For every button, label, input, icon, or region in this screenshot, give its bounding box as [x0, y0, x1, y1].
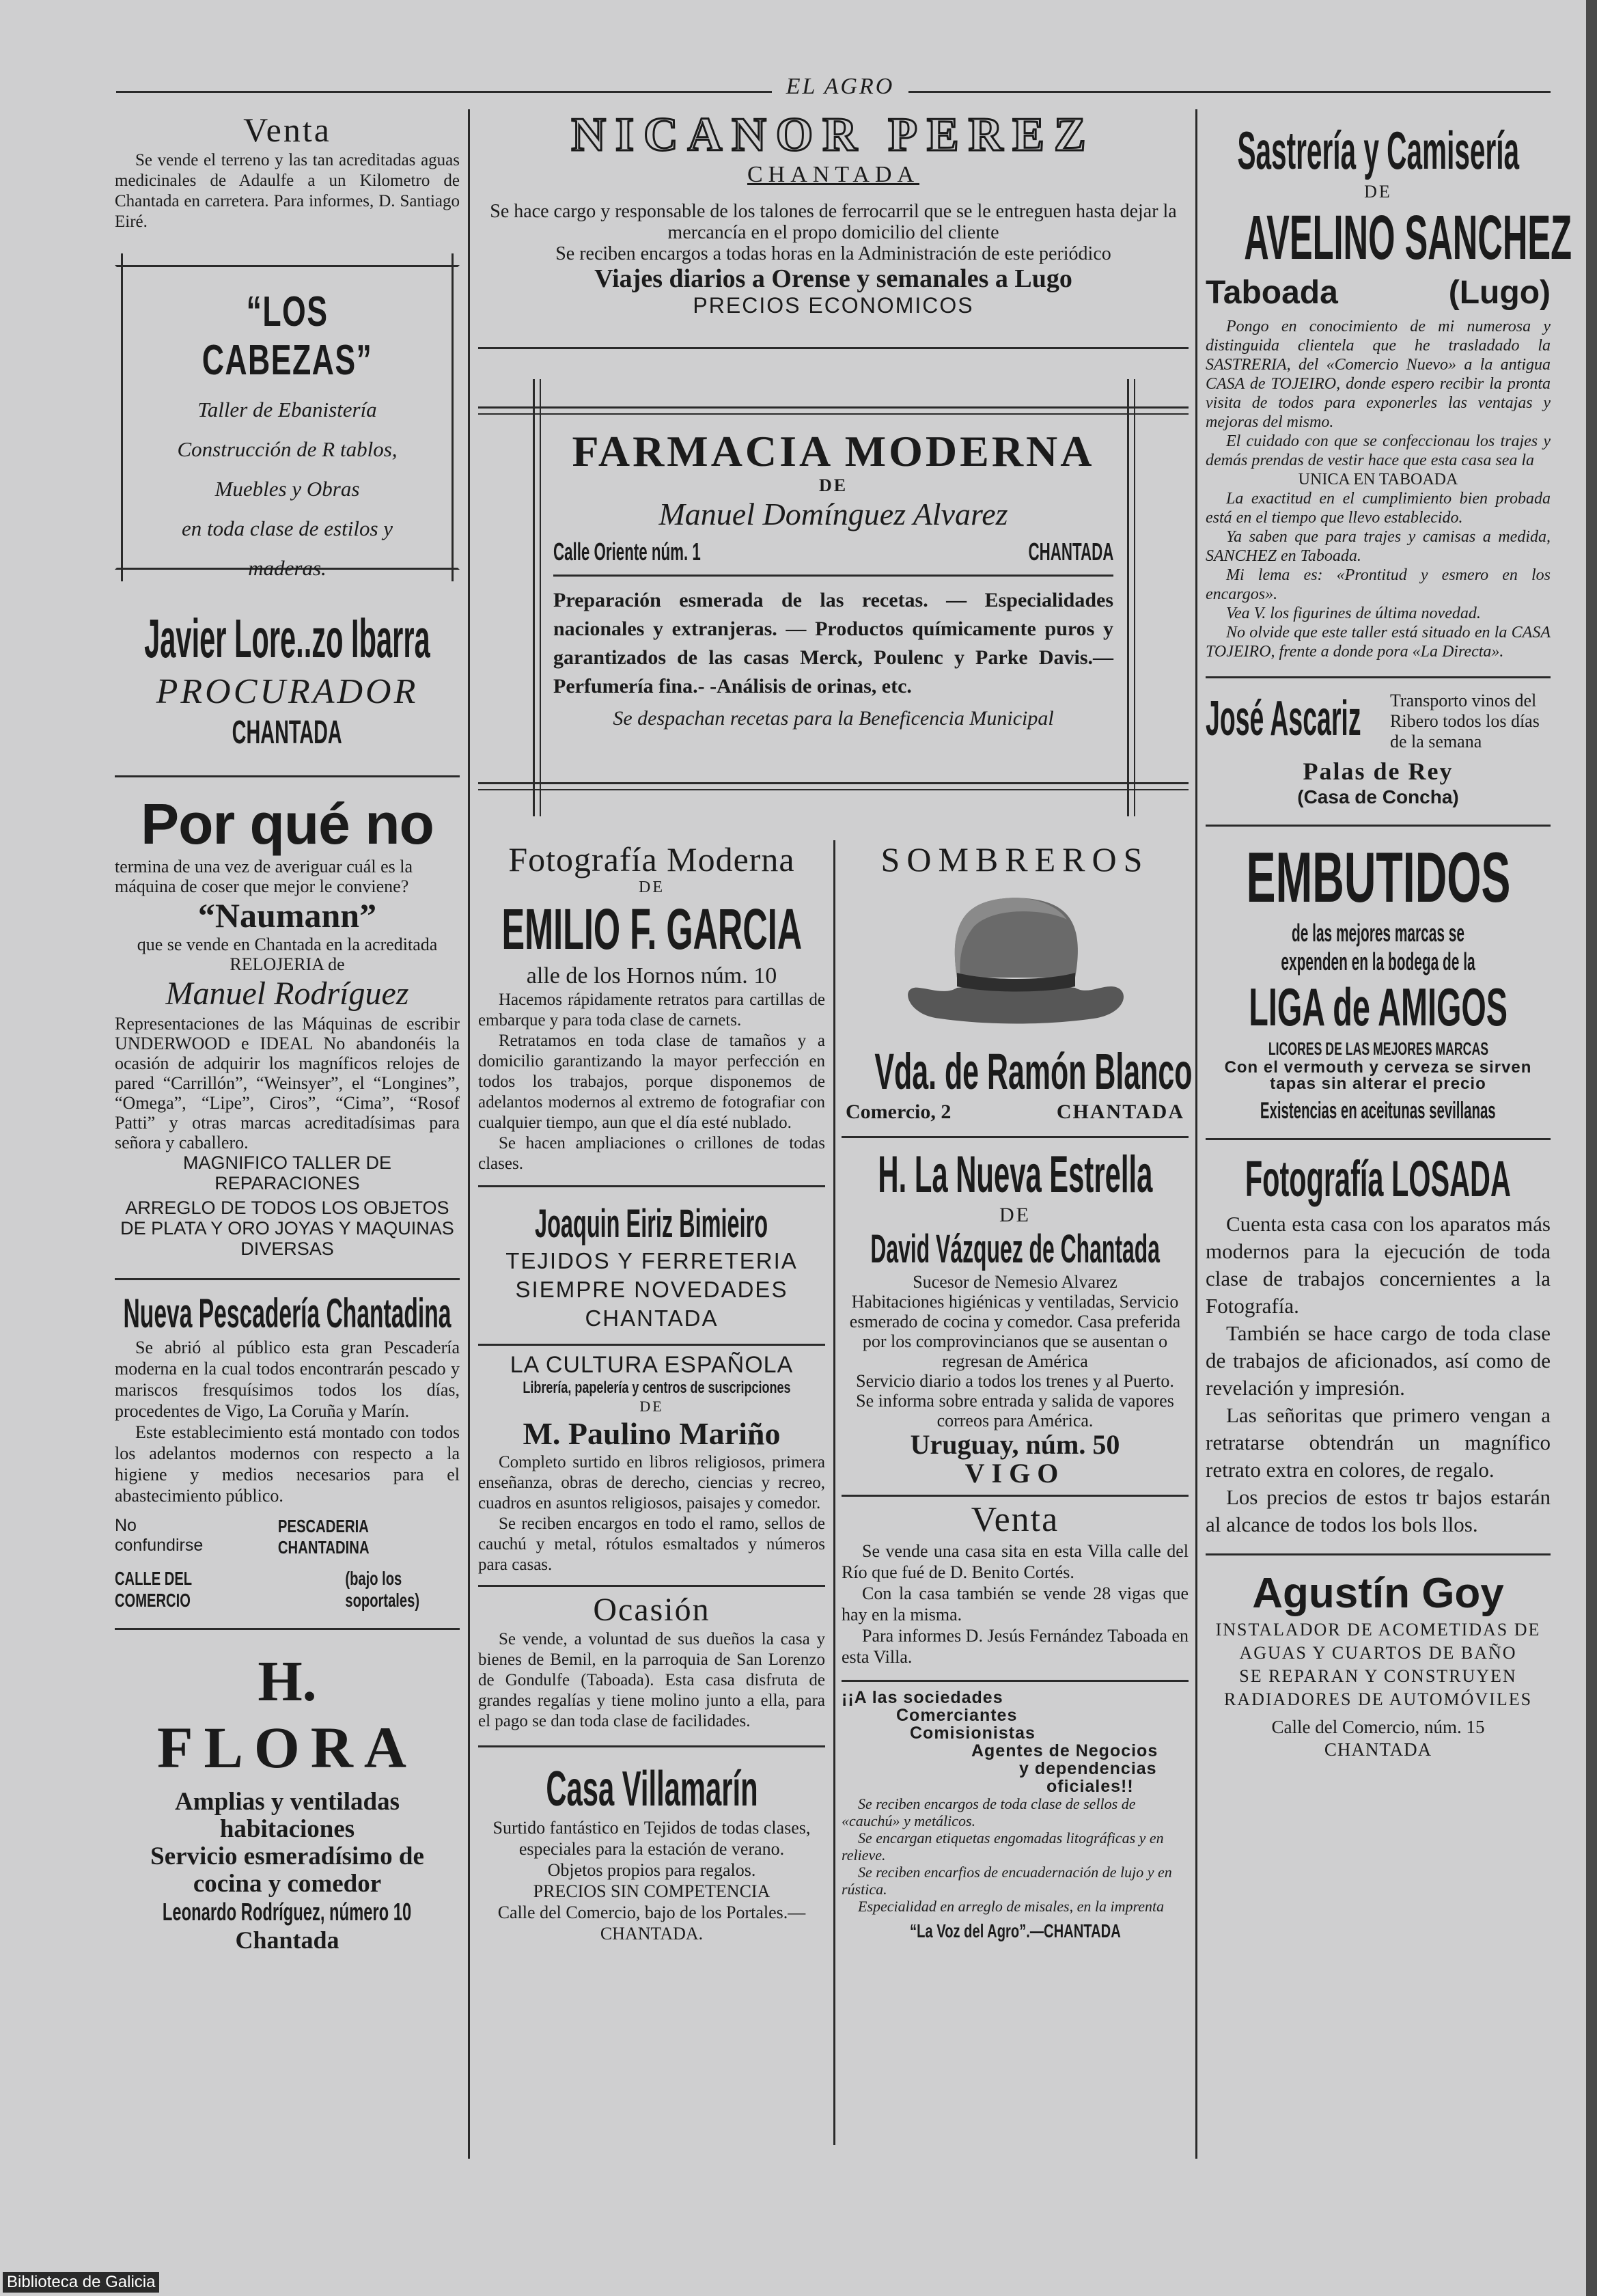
rule-c4-d	[1206, 1553, 1551, 1555]
ascariz-name: José Ascariz	[1206, 691, 1361, 746]
villamarin-text-3: PRECIOS SIN COMPETENCIA	[533, 1881, 770, 1901]
farmacia-left-bar	[533, 379, 535, 816]
rule-c1-b	[115, 1278, 460, 1280]
sociedades-line-5: y dependencias	[1019, 1759, 1157, 1778]
sociedades-ad	[842, 1689, 1189, 1942]
sociedades-line-4: Agentes de Negocios	[971, 1741, 1158, 1760]
cabezas-line-4: en toda clase de estilos y	[181, 516, 393, 540]
porque-arreglo: ARREGLO DE TODOS LOS OBJETOS DE PLATA Y ORO JOYAS Y MAQUINAS DIVERSAS	[120, 1198, 454, 1259]
pescaderia-title: Nueva Pescadería Chantadina	[123, 1290, 452, 1336]
porque-intro: termina de una vez de averiguar cuál es la máquina de coser que mejor le conviene?	[115, 857, 413, 896]
venta2-ad	[842, 1499, 1189, 1668]
villamarin-ad	[478, 1761, 825, 1944]
fotografia-moderna-ad	[478, 840, 825, 1174]
sombreros-name: Vda. de Ramón Blanco	[874, 1043, 1193, 1100]
rule-c1-a	[115, 775, 460, 777]
rule-c4-b	[1206, 825, 1551, 827]
farmacia-town: CHANTADA	[1028, 538, 1113, 566]
cultura-text-1: Completo surtido en libros religiosos, primera enseñanza, obras de derecho, ciencias y recreo, cuadros en asuntos religiosos, paisajes y comedor.	[478, 1453, 825, 1512]
cabezas-bar-right	[452, 253, 454, 581]
porque-sold: que se vende en Chantada en la acreditada RELOJERIA de	[137, 935, 438, 974]
joaquin-line-1: TEJIDOS Y FERRETERIA	[505, 1248, 798, 1273]
pescaderia-bajo: (bajo los soportales)	[344, 1568, 419, 1611]
column-rule-3	[1195, 109, 1197, 2159]
venta-title: Venta	[243, 111, 331, 149]
cultura-de: DE	[639, 1398, 664, 1415]
cultura-sub: Librería, papelería y centros de suscripciones	[523, 1379, 791, 1397]
sociedades-text-4: Especialidad en arreglo de misales, en la imprenta	[858, 1898, 1165, 1915]
javier-name: Javier Lore..zo Ibarra	[144, 608, 430, 669]
joaquin-line-2: SIEMPRE NOVEDADES	[515, 1277, 788, 1302]
losada-ad	[1206, 1150, 1551, 1538]
pescaderia-noconfundirse: No confundirse	[115, 1516, 204, 1555]
sastreria-text-5: Ya saben que para trajes y camisas a medida, SANCHEZ en Taboada.	[1206, 528, 1551, 565]
porque-taller: MAGNIFICO TALLER DE REPARACIONES	[182, 1152, 392, 1193]
foto-owner: EMILIO F. GARCIA	[501, 897, 802, 961]
goy-text-2: SE REPARAN Y CONSTRUYEN RADIADORES DE AUTOMÓVILES	[1223, 1666, 1533, 1709]
goy-text-1: INSTALADOR DE ACOMETIDAS DE AGUAS Y CUARTOS DE BAÑO	[1215, 1620, 1541, 1663]
estrella-de: DE	[999, 1204, 1031, 1226]
farmacia-calle: Calle Oriente núm. 1	[553, 538, 701, 566]
library-watermark: Biblioteca de Galicia	[3, 2272, 159, 2293]
farmacia-beneficencia: Se despachan recetas para la Beneficencia Municipal	[613, 707, 1054, 730]
column-2	[478, 840, 825, 1944]
ocasion-ad	[478, 1591, 825, 1732]
sociedades-firm: “La Voz del Agro”.—CHANTADA	[909, 1920, 1121, 1941]
venta2-text-3: Para informes D. Jesús Fernández Taboada en esta Villa.	[842, 1626, 1189, 1667]
cultura-title: LA CULTURA ESPAÑOLA	[510, 1352, 794, 1378]
sociedades-text-2: Se encargan etiquetas engomadas litográficas y en relieve.	[842, 1829, 1164, 1864]
estrella-text-1: Sucesor de Nemesio Alvarez	[913, 1272, 1117, 1292]
farmacia-right-bar-2	[1134, 379, 1135, 816]
nicanor-town: CHANTADA	[747, 162, 920, 187]
cabezas-line-2: Construcción de R tablos,	[177, 437, 398, 461]
venta2-title: Venta	[971, 1500, 1059, 1539]
foto-calle: alle de los Hornos núm. 10	[526, 963, 777, 988]
cultura-ad	[478, 1351, 825, 1575]
farmacia-top-rule-2	[478, 413, 1189, 415]
farmacia-name: FARMACIA MODERNA	[572, 427, 1095, 475]
venta-ad	[115, 109, 460, 232]
nicanor-text-1: Se hace cargo y responsable de los talones de ferrocarril que se le entreguen hasta dejar la mercancía en el propo domicilio del cliente	[490, 201, 1177, 243]
villamarin-text-4: Calle del Comercio, bajo de los Portales.— CHANTADA.	[497, 1903, 806, 1944]
rule-c2-c	[478, 1585, 825, 1587]
sociedades-line-6: oficiales!!	[1046, 1777, 1134, 1796]
javier-ad	[115, 607, 460, 751]
nueva-estrella-ad	[842, 1145, 1189, 1488]
cabezas-ad	[115, 265, 460, 580]
estrella-text-2: Habitaciones higiénicas y ventiladas, Servicio esmerado de cocina y comedor. Casa preferida por los comprovincianos que se ausentan o regresan de América	[849, 1292, 1181, 1371]
joaquin-ad	[478, 1201, 825, 1333]
farmacia-left-bar-2	[540, 379, 541, 816]
foto-text-1: Hacemos rápidamente retratos para cartillas de embarque y para toda clase de carnets.	[478, 991, 825, 1029]
rule-c4-a	[1206, 676, 1551, 678]
javier-role: PROCURADOR	[156, 672, 419, 711]
sastreria-town: Taboada	[1206, 275, 1338, 311]
farmacia-bottom-rule-1	[478, 782, 1189, 784]
venta2-text-1: Se vende una casa sita en esta Villa calle del Río que fué de D. Benito Cortés.	[842, 1541, 1189, 1582]
column-1	[115, 109, 460, 1954]
estrella-address: Uruguay, núm. 50	[910, 1429, 1120, 1460]
pescaderia-ad	[115, 1290, 460, 1612]
column-rule-2	[833, 840, 835, 2145]
embutidos-text-3: Con el vermouth y cerveza se sirven tapas sin alterar el precio	[1224, 1058, 1532, 1093]
losada-text-3: Las señoritas que primero vengan a retratarse obtendrán un magnífico retrato extra en colores, de regalo.	[1206, 1403, 1551, 1482]
flora-line-2: Servicio esmeradísimo de cocina y comedor	[150, 1842, 424, 1898]
cabezas-bar-left	[121, 253, 123, 581]
sastreria-title: Sastrería y Camisería	[1237, 120, 1519, 180]
foto-title: Fotografía Moderna	[508, 840, 795, 879]
rule-c3-c	[842, 1680, 1189, 1682]
embutidos-name: LIGA de AMIGOS	[1249, 977, 1508, 1037]
cabezas-line-1: Taller de Ebanistería	[197, 398, 377, 421]
embutidos-text-2: LICORES DE LAS MEJORES MARCAS	[1268, 1038, 1488, 1059]
embutidos-text-1: de las mejores marcas se expenden en la bodega de la	[1281, 919, 1475, 976]
page-edge	[1586, 0, 1597, 2296]
farmacia-top-rule-1	[478, 406, 1189, 409]
joaquin-line-3: CHANTADA	[585, 1305, 719, 1331]
sombreros-town: CHANTADA	[1056, 1101, 1184, 1123]
flora-line-1: Amplias y ventiladas habitaciones	[175, 1788, 400, 1843]
ocasion-title: Ocasión	[593, 1592, 710, 1628]
sastreria-text-3: UNICA EN TABOADA	[1298, 471, 1458, 488]
sastreria-text-4: La exactitud en el cumplimiento bien probada está en el tiempo que llevo establecido.	[1206, 490, 1551, 527]
cabezas-line-5: maderas.	[248, 556, 327, 580]
flora-h: H.	[258, 1650, 317, 1713]
sastreria-text-1: Pongo en conocimiento de mi numerosa y distinguida clientela que he trasladado la SASTRERIA, del «Comercio Nuevo» a la antigua CASA de TOJEIRO, donde espero recibir la pronta visita de todos para exponerles las ventajas y mejoras del mismo.	[1206, 318, 1551, 431]
flora-town: Chantada	[235, 1926, 339, 1954]
sastreria-de: DE	[1364, 182, 1392, 202]
porque-text: Representaciones de las Máquinas de escribir UNDERWOOD e IDEAL No abandonéis la ocasión de adquirir los magníficos relojes de pared “Carrillón”, “Weinsyer”, el “Longines”, “Omega”, “Lipe”, Ciros”, “Cima”, “Rosof Patti” y otras marcas acreditadísimas para señora y caballero.	[115, 1014, 460, 1152]
farmacia-de: DE	[818, 475, 848, 495]
porque-headline: Por qué no	[141, 792, 434, 856]
farmacia-bottom-rule-2	[478, 789, 1189, 790]
joaquin-name: Joaquin Eiriz Bimieiro	[535, 1202, 768, 1246]
sombreros-ad	[842, 840, 1193, 1124]
column-4	[1206, 120, 1572, 1760]
sociedades-text-1: Se reciben encargos de toda clase de sellos de «cauchú» y metálicos.	[842, 1795, 1136, 1829]
embutidos-title: EMBUTIDOS	[1246, 838, 1510, 917]
estrella-text-4: Se informa sobre entrada y salida de vapores correos para América.	[856, 1391, 1174, 1430]
sastreria-province: (Lugo)	[1448, 275, 1551, 311]
porque-brand: “Naumann”	[197, 896, 377, 935]
rule-c3-a	[842, 1136, 1189, 1138]
losada-title: Fotografía LOSADA	[1245, 1150, 1512, 1207]
rule-c2-d	[478, 1745, 825, 1747]
foto-text-2: Retratamos en toda clase de tamaños y a domicilio garantizando la mayor perfección en todos los trabajos, porque disponemos de adelantos modernos al extremo de fotografiar con cualquier tiempo, aun que el día esté nublado.	[478, 1032, 825, 1132]
cabezas-line-3: Muebles y Obras	[214, 477, 360, 501]
porque-owner: Manuel Rodríguez	[165, 976, 409, 1012]
goy-name: Agustín Goy	[1252, 1570, 1504, 1617]
farmacia-right-bar	[1127, 379, 1129, 816]
sastreria-ad	[1206, 120, 1572, 661]
column-rule-1	[468, 109, 470, 2159]
rule-c3-b	[842, 1495, 1189, 1497]
estrella-city: VIGO	[964, 1458, 1066, 1489]
villamarin-text-2: Objetos propios para regalos.	[547, 1860, 756, 1880]
ascariz-ad	[1206, 691, 1551, 808]
foto-text-3: Se hacen ampliaciones o crillones de todas clases.	[478, 1134, 825, 1173]
sociedades-line-3: Comisionistas	[910, 1724, 1036, 1743]
sastreria-text-6: Mi lema es: «Prontitud y esmero en los encargos».	[1206, 566, 1551, 603]
header-rule-right	[908, 91, 1551, 93]
estrella-owner: David Vázquez de Chantada	[870, 1227, 1160, 1271]
estrella-title: H. La Nueva Estrella	[878, 1146, 1152, 1204]
pescaderia-text-1: Se abrió al público esta gran Pescadería moderna en la cual todos encontrarán pescado y mariscos fresquísimos todos los días, procedentes de Vigo, La Coruña y Marín.	[115, 1338, 460, 1421]
ascariz-text: Transporto vinos del Ribero todos los días de la semana	[1390, 691, 1540, 751]
porque-ad	[115, 791, 460, 1259]
goy-town: CHANTADA	[1324, 1739, 1432, 1760]
nicanor-ad	[478, 109, 1189, 318]
javier-town: CHANTADA	[232, 715, 343, 751]
villamarin-title: Casa Villamarín	[545, 1762, 758, 1816]
sastreria-owner: AVELINO SANCHEZ	[1244, 203, 1572, 273]
sombreros-title: SOMBREROS	[880, 840, 1150, 879]
losada-text-4: Los precios de estos tr bajos estarán al alcance de todos los bols llos.	[1206, 1485, 1551, 1536]
nicanor-text-2: Se reciben encargos a todas horas en la Administración de este periódico	[555, 243, 1111, 264]
villamarin-text-1: Surtido fantástico en Tejidos de todas clases, especiales para la estación de verano.	[492, 1818, 811, 1859]
bowler-hat-icon	[842, 885, 1189, 1042]
farmacia-owner: Manuel Domínguez Alvarez	[658, 497, 1008, 531]
losada-text-1: Cuenta esta casa con los aparatos más modernos para la ejecución de toda clase de trabajos concernientes a la Fotografía.	[1206, 1212, 1551, 1318]
estrella-text-3: Servicio diario a todos los trenes y al Puerto.	[856, 1371, 1174, 1391]
ocasion-text: Se vende, a voluntad de sus dueños la casa y bienes de Bemil, en la parroquia de San Lorenzo de Gondulfe (Taboada). Esta casa disfruta de grandes regalías y tiene molino junto a ella, para el pago se dan toda clase de facilidades.	[478, 1630, 825, 1730]
rule-c2-a	[478, 1185, 825, 1187]
venta-text: Se vende el terreno y las tan acreditadas aguas medicinales de Adaulfe a un Kilometro de Chantada en carretera. Para informes, D. Santiago Eiré.	[115, 151, 460, 231]
losada-text-2: También se hace cargo de toda clase de trabajos de aficionados, así como de revelación y impresión.	[1206, 1321, 1551, 1400]
pescaderia-text-2: Este establecimiento está montado con todos los adelantos modernos con respecto a la higiene y medios necesarios para el abastecimiento público.	[115, 1422, 460, 1506]
sastreria-text-8: No olvide que este taller está situado en la CASA TOJEIRO, frente a donde pora «La Directa».	[1206, 624, 1551, 661]
flora-address: Leonardo Rodríguez, número 10	[163, 1898, 412, 1926]
ascariz-casa: (Casa de Concha)	[1297, 786, 1459, 807]
sastreria-text-2: El cuidado con que se confeccionau los trajes y demás prendas de vestir hace que esta casa sea la	[1206, 432, 1551, 469]
pescaderia-name: PESCADERIA CHANTADINA	[278, 1516, 370, 1558]
flora-name: FLORA	[157, 1715, 417, 1780]
masthead-title: EL AGRO	[786, 74, 895, 99]
header-rule-left	[116, 91, 772, 93]
nicanor-name: NICANOR PEREZ	[571, 109, 1096, 161]
sastreria-text-7: Vea V. los figurines de última novedad.	[1226, 605, 1481, 622]
cultura-owner: M. Paulino Mariño	[523, 1416, 781, 1451]
rule-c2-b	[478, 1344, 825, 1346]
goy-ad	[1206, 1569, 1551, 1760]
rule-c1-c	[115, 1628, 460, 1630]
flora-ad	[115, 1650, 460, 1954]
cultura-text-2: Se reciben encargos en todo el ramo, sellos de cauchú y metal, rótulos esmaltados y números para casas.	[478, 1514, 825, 1574]
nicanor-viajes: Viajes diarios a Orense y semanales a Lugo	[594, 264, 1072, 293]
sociedades-line-1: ¡¡A las sociedades	[842, 1688, 1003, 1707]
sociedades-text-3: Se reciben encarfios de encuadernación de lujo y en rústica.	[842, 1864, 1172, 1898]
farmacia-ad	[478, 379, 1189, 796]
nicanor-precios: PRECIOS ECONOMICOS	[693, 293, 974, 318]
embutidos-ad	[1206, 838, 1551, 1124]
sociedades-line-2: Comerciantes	[896, 1706, 1018, 1725]
foto-de: DE	[639, 879, 665, 896]
ascariz-town: Palas de Rey	[1303, 758, 1454, 785]
rule-c4-c	[1206, 1138, 1551, 1140]
column-3	[842, 840, 1193, 1942]
venta2-text-2: Con la casa también se vende 28 vigas que hay en la misma.	[842, 1583, 1189, 1624]
goy-address: Calle del Comercio, núm. 15	[1271, 1717, 1485, 1737]
pescaderia-calle: CALLE DEL COMERCIO	[115, 1568, 192, 1611]
rule-nicanor	[478, 347, 1189, 349]
embutidos-text-4: Existencias en aceitunas sevillanas	[1260, 1098, 1496, 1124]
farmacia-text: Preparación esmerada de las recetas. — Especialidades nacionales y extranjeras. — Productos químicamente puros y garantizados de las casas Merck, Poulenc y Parke Davis.—Perfumería fina.- -Análisis de orinas, etc.	[553, 589, 1113, 697]
farmacia-inner-rule	[553, 575, 1113, 577]
cabezas-title: “LOS CABEZAS”	[202, 288, 373, 384]
sombreros-address: Comercio, 2	[846, 1101, 952, 1123]
